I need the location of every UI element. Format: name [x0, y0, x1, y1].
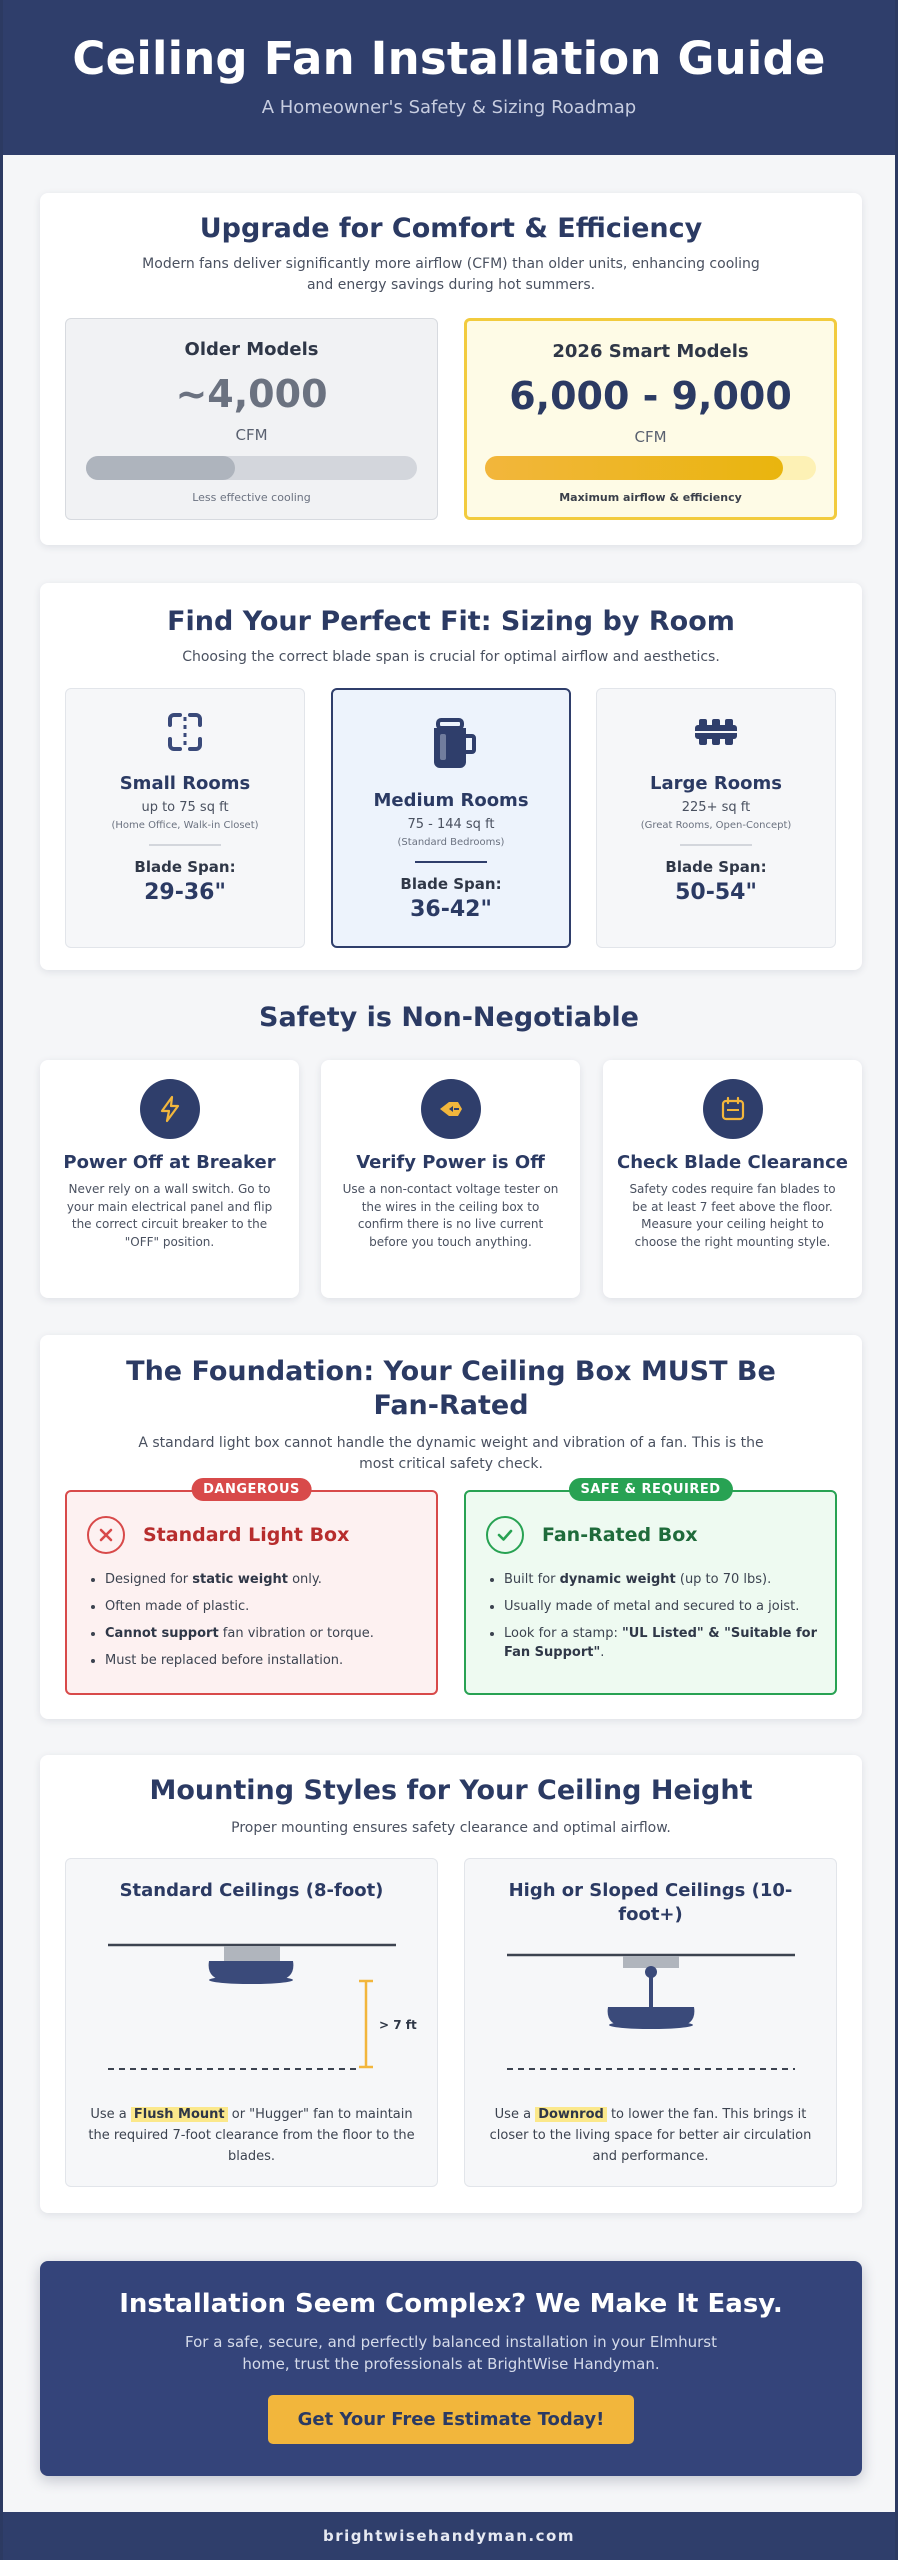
standard-light-box-card — [65, 1482, 438, 1695]
safety-step-title: Verify Power is Off — [356, 1152, 545, 1173]
standard-ceiling-card — [65, 1858, 438, 2187]
older-models-label: Older Models — [184, 339, 319, 360]
lightning-icon — [140, 1079, 200, 1139]
medium-room-icon — [420, 714, 482, 776]
calendar-icon — [703, 1079, 763, 1139]
page-title: Ceiling Fan Installation Guide — [72, 32, 826, 85]
safety-step-text: Safety codes require fan blades to be at least 7 feet above the floor. Measure your ceiling height to choose the right mounting style. — [629, 1182, 836, 1249]
check-circle-icon — [486, 1516, 524, 1554]
room-card-large — [596, 688, 836, 948]
smart-models-unit: CFM — [634, 428, 667, 446]
smart-models-value: 6,000 - 9,000 — [509, 374, 792, 418]
blade-span-value: 36-42" — [410, 897, 492, 922]
room-name: Small Rooms — [119, 773, 251, 794]
blade-span-label: Blade Span: — [400, 875, 502, 893]
older-models-bar — [86, 456, 417, 480]
safety-step-title: Check Blade Clearance — [617, 1152, 848, 1173]
room-size: 225+ sq ft — [681, 800, 751, 815]
downrod-highlight: Downrod — [535, 2107, 607, 2122]
small-room-icon — [160, 707, 210, 757]
blade-span-value: 50-54" — [675, 880, 757, 905]
room-examples: (Standard Bedrooms) — [397, 837, 505, 848]
safety-card-verify — [321, 1060, 580, 1298]
foundation-section — [40, 1335, 862, 1719]
standard-ceiling-text: Use a Flush Mount or "Hugger" fan to maintain the required 7-foot clearance from the floor to the blades. — [88, 2107, 415, 2164]
foundation-description: A standard light box cannot handle the dynamic weight and vibration of a fan. This is the most critical safety check. — [138, 1435, 764, 1472]
older-models-bar-fill — [86, 456, 235, 480]
sizing-description: Choosing the correct blade span is crucial for optimal airflow and aesthetics. — [182, 649, 720, 665]
divider — [415, 861, 487, 863]
efficiency-section — [40, 193, 862, 545]
smart-models-label: 2026 Smart Models — [552, 341, 749, 362]
voltage-tester-icon — [421, 1079, 481, 1139]
safety-step-text: Use a non-contact voltage tester on the wires in the ceiling box to confirm there is no live current before you touch anything. — [342, 1182, 559, 1249]
list-item: • Built for dynamic weight (up to 70 lbs). — [504, 1570, 835, 1589]
room-name: Large Rooms — [650, 773, 782, 794]
list-item: • Cannot support fan vibration or torque. — [105, 1624, 436, 1643]
blade-span-value: 29-36" — [144, 880, 226, 905]
page-subtitle: A Homeowner's Safety & Sizing Roadmap — [261, 97, 637, 118]
page — [3, 0, 895, 2560]
list-item: • Usually made of metal and secured to a joist. — [504, 1597, 835, 1616]
room-size: up to 75 sq ft — [141, 800, 229, 815]
safety-title: Safety is Non-Negotiable — [259, 1002, 639, 1033]
list-item: • Must be replaced before installation. — [105, 1651, 436, 1670]
safety-step-title: Power Off at Breaker — [63, 1152, 276, 1173]
list-item: • Designed for static weight only. — [105, 1570, 436, 1589]
safe-required-badge: SAFE & REQUIRED — [568, 1478, 732, 1501]
older-models-value: ~4,000 — [175, 372, 328, 416]
safety-card-breaker — [40, 1060, 299, 1298]
hero-header — [3, 0, 895, 155]
cta-text: For a safe, secure, and perfectly balanced installation in your Elmhurst home, trust the professionals at BrightWise Handyman. — [185, 2333, 717, 2373]
older-models-unit: CFM — [235, 426, 268, 444]
flush-mount-diagram — [66, 1859, 439, 2099]
cta-title: Installation Seem Complex? We Make It Easy. — [119, 2289, 783, 2319]
divider — [149, 844, 221, 846]
safety-card-clearance — [603, 1060, 862, 1298]
efficiency-title: Upgrade for Comfort & Efficiency — [199, 213, 703, 244]
room-size: 75 - 144 sq ft — [407, 817, 495, 832]
foundation-title: The Foundation: Your Ceiling Box MUST Be Fan-Rated — [126, 1356, 776, 1421]
high-ceiling-text: Use a Downrod to lower the fan. This brings it closer to the living space for better air circulation and performance. — [489, 2107, 812, 2164]
list-item: • Look for a stamp: "UL Listed" & "Suitable for Fan Support". — [504, 1624, 835, 1662]
smart-models-note: Maximum airflow & efficiency — [559, 491, 742, 504]
mounting-description: Proper mounting ensures safety clearance and optimal airflow. — [231, 1820, 671, 1836]
older-models-card — [65, 318, 438, 520]
sizing-title: Find Your Perfect Fit: Sizing by Room — [167, 606, 735, 637]
older-models-note: Less effective cooling — [192, 491, 311, 504]
room-card-medium — [331, 688, 571, 948]
high-ceiling-title: High or Sloped Ceilings (10-foot+) — [508, 1880, 793, 1925]
site-footer[interactable]: brightwisehandyman.com — [3, 2512, 895, 2560]
blade-span-label: Blade Span: — [134, 858, 236, 876]
fan-rated-box-card — [464, 1482, 837, 1695]
flush-mount-highlight: Flush Mount — [131, 2107, 228, 2122]
fan-rated-box-title: Fan-Rated Box — [542, 1524, 698, 1546]
standard-ceiling-title: Standard Ceilings (8-foot) — [119, 1880, 384, 1901]
dangerous-badge: DANGEROUS — [191, 1478, 312, 1501]
smart-models-bar-fill — [485, 456, 783, 480]
mounting-title: Mounting Styles for Your Ceiling Height — [149, 1775, 753, 1806]
standard-light-box-title: Standard Light Box — [143, 1524, 350, 1546]
room-name: Medium Rooms — [373, 790, 529, 811]
clearance-label: > 7 ft — [379, 2018, 417, 2032]
room-examples: (Home Office, Walk-in Closet) — [111, 820, 259, 831]
efficiency-description: Modern fans deliver significantly more airflow (CFM) than older units, enhancing cooling and energy savings during hot summers. — [142, 256, 760, 293]
room-card-small — [65, 688, 305, 948]
smart-models-card — [464, 318, 837, 520]
sizing-section — [40, 583, 862, 970]
cta-section — [40, 2261, 862, 2476]
mounting-section — [40, 1755, 862, 2213]
safety-step-text: Never rely on a wall switch. Go to your main electrical panel and flip the correct circuit breaker to the "OFF" position. — [66, 1182, 273, 1249]
large-room-icon — [691, 707, 741, 757]
blade-span-label: Blade Span: — [665, 858, 767, 876]
x-circle-icon — [87, 1516, 125, 1554]
fan-rated-box-list — [504, 1570, 835, 1662]
standard-light-box-list — [105, 1570, 436, 1670]
room-examples: (Great Rooms, Open-Concept) — [640, 820, 792, 831]
free-estimate-button[interactable]: Get Your Free Estimate Today! — [268, 2395, 635, 2444]
high-ceiling-card — [464, 1858, 837, 2187]
divider — [680, 844, 752, 846]
downrod-diagram — [465, 1859, 838, 2099]
list-item: • Often made of plastic. — [105, 1597, 436, 1616]
smart-models-bar — [485, 456, 816, 480]
